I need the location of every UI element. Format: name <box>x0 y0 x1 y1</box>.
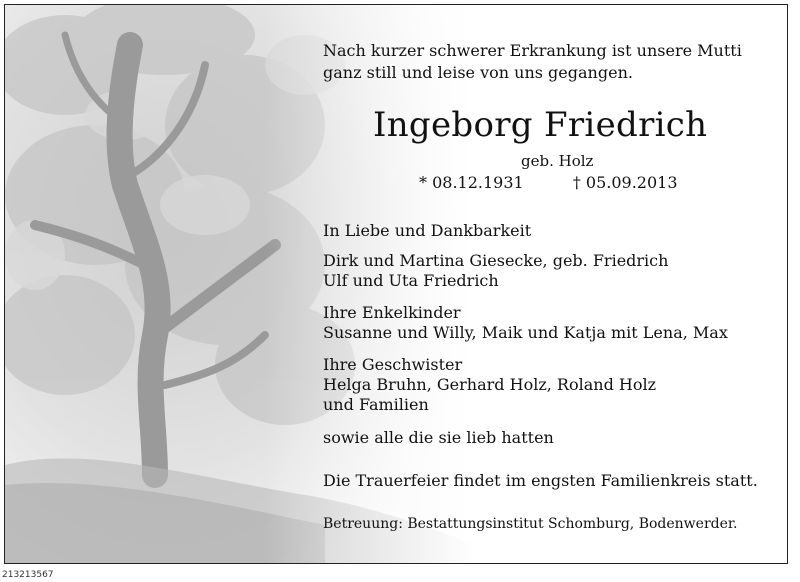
siblings-heading: Ihre Geschwister <box>323 355 463 374</box>
maiden-name: geb. Holz <box>521 152 594 170</box>
siblings-line-1: Helga Bruhn, Gerhard Holz, Roland Holz <box>323 375 657 394</box>
obituary-card <box>4 4 788 564</box>
grandchildren-line: Susanne und Willy, Maik und Katja mit Lena, Max <box>323 323 728 342</box>
love-line: In Liebe und Dankbarkeit <box>323 221 532 240</box>
children-line-1: Dirk und Martina Giesecke, geb. Friedrich <box>323 251 669 270</box>
birth-date: 08.12.1931 <box>432 173 524 192</box>
death-symbol: † <box>572 173 581 192</box>
life-dates <box>419 173 678 193</box>
siblings-line-2: und Familien <box>323 395 429 414</box>
grandchildren-heading: Ihre Enkelkinder <box>323 303 461 322</box>
intro-line-2: ganz still und leise von uns gegangen. <box>323 63 633 82</box>
care-line: Betreuung: Bestattungsinstitut Schomburg, Bodenwerder. <box>323 516 738 532</box>
intro-line-1: Nach kurzer schwerer Erkrankung ist unsere Mutti <box>323 41 742 60</box>
deceased-name: Ingeborg Friedrich <box>373 105 708 145</box>
children-line-2: Ulf und Uta Friedrich <box>323 271 499 290</box>
funeral-line: Die Trauerfeier findet im engsten Familienkreis statt. <box>323 471 758 490</box>
birth-symbol: * <box>419 173 427 192</box>
others-line: sowie alle die sie lieb hatten <box>323 428 554 447</box>
reference-number: 213213567 <box>2 570 54 580</box>
death-date: 05.09.2013 <box>585 173 678 192</box>
